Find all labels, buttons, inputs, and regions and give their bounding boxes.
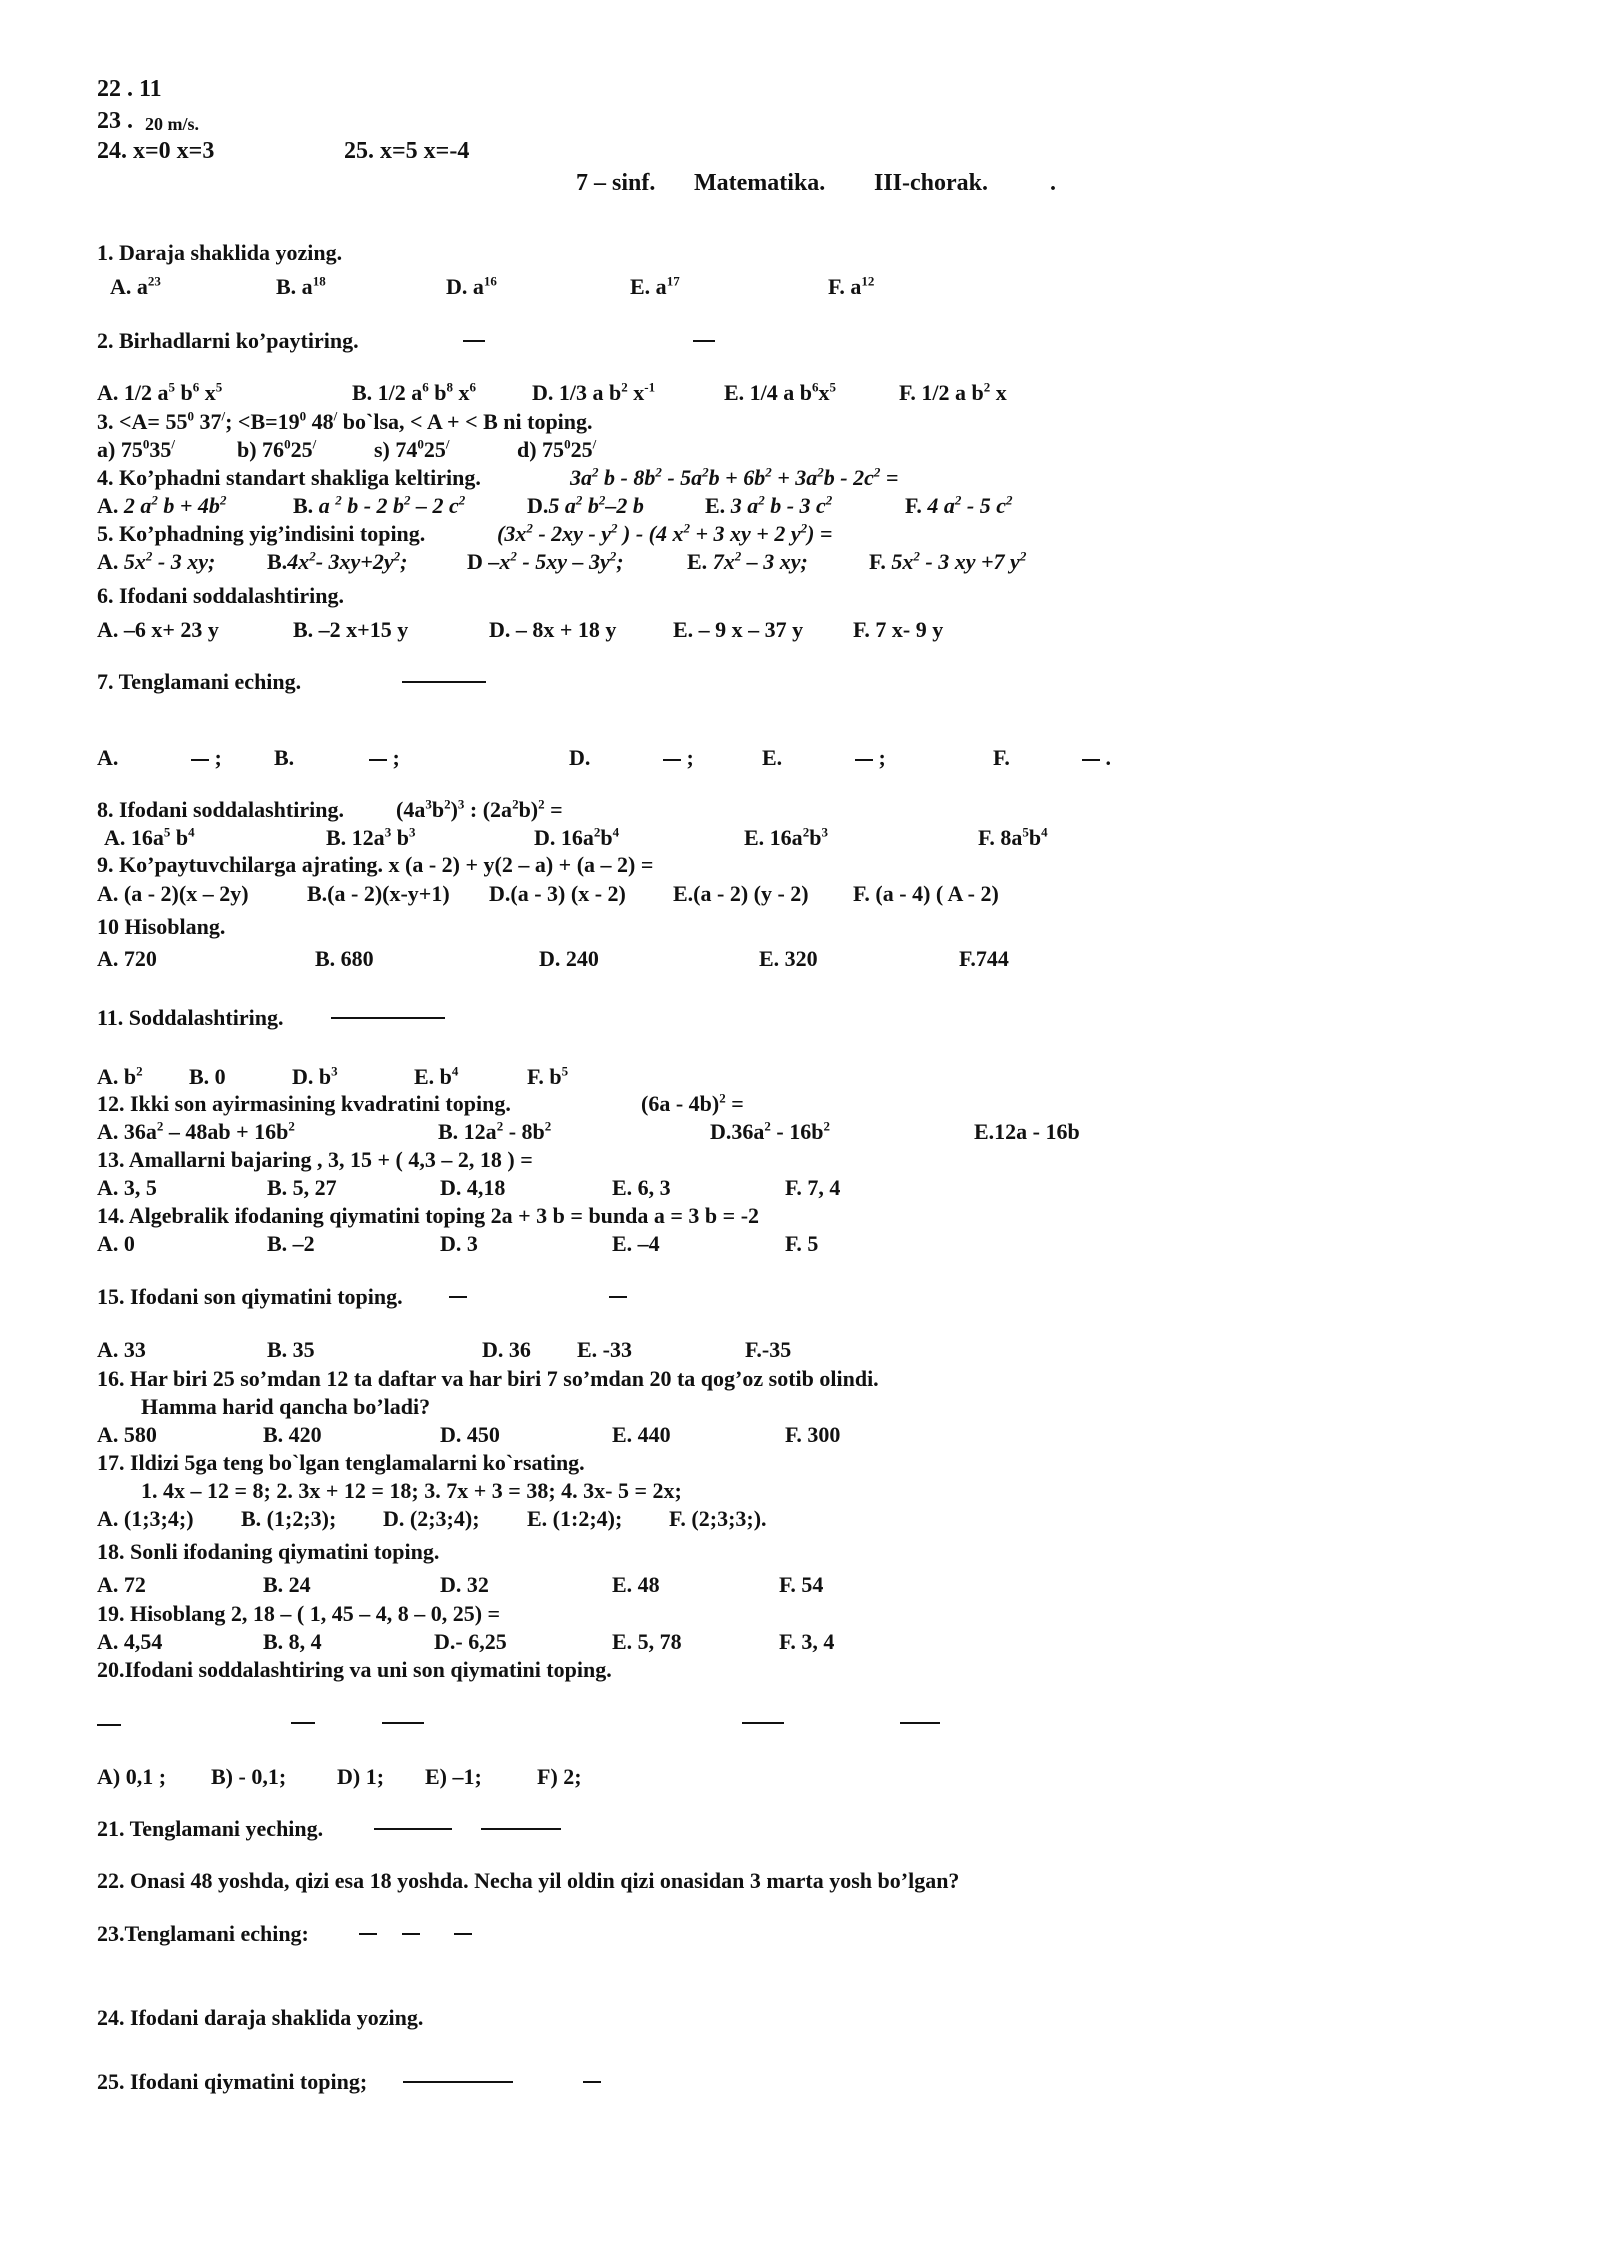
option-e: E. $16a^2b^3$ bbox=[744, 824, 828, 850]
question-19-options bbox=[97, 1629, 835, 1655]
option-a: A) 0,1 ; bbox=[97, 1764, 167, 1789]
question-20-options bbox=[97, 1764, 582, 1790]
question-21: 21. Tenglamani yeching. bbox=[97, 1816, 323, 1842]
option-e: E.(a - 2) (y - 2) bbox=[673, 881, 809, 906]
option-d: D.(a - 3) (x - 2) bbox=[489, 881, 626, 906]
question-18-options bbox=[97, 1572, 824, 1598]
question-5-options bbox=[97, 548, 1027, 575]
question-6: 6. Ifodani soddalashtiring. bbox=[97, 583, 344, 608]
option-a: A. 0 bbox=[97, 1231, 135, 1256]
option-d: D. 3 bbox=[440, 1231, 478, 1256]
option-b: B) - 0,1; bbox=[211, 1764, 287, 1789]
question-12: 12. Ikki son ayirmasining kvadratini toping. (6a - 4b)$^2$ = bbox=[97, 1090, 744, 1116]
option-f: F. 1/2 a $b^2$ x bbox=[899, 379, 1007, 405]
question-3: 3. $<A= 55^0$ 37/; $<B=19^0$ 48/ bo`lsa, < A + < B ni toping. bbox=[97, 408, 593, 434]
option-a: A. $5x^2 - 3$ xy; bbox=[97, 548, 216, 574]
option-f: F. 3, 4 bbox=[779, 1629, 835, 1654]
option-a: A. bbox=[97, 745, 119, 770]
answer-23-value: 20 m/s. bbox=[145, 114, 199, 134]
option-d: D.- 6,25 bbox=[434, 1629, 507, 1654]
option-e-value: ; bbox=[855, 745, 886, 771]
option-a: A. 1/2 $a^5$ $b^6$ $x^5$ bbox=[97, 379, 223, 405]
question-12-options bbox=[97, 1118, 1080, 1145]
fraction-bar bbox=[463, 340, 485, 342]
option-f: F. (a - 4) ( A - 2) bbox=[853, 881, 999, 906]
option-f: F. $8a^5b^4$ bbox=[978, 824, 1048, 850]
fraction-bar bbox=[742, 1722, 784, 1724]
question-9-options bbox=[97, 881, 999, 907]
option-f: F. $5x^2 - 3$ xy +7 $y^2$ bbox=[869, 548, 1027, 574]
question-2-options bbox=[97, 379, 1007, 406]
option-b: B. 35 bbox=[267, 1337, 315, 1362]
question-8-expression: $(4a^3b^2)^3$ : $(2a^2b)^2$ = bbox=[396, 796, 563, 822]
option-d: D.5 $a^2$ $b^2-2$ b bbox=[527, 492, 644, 518]
option-e: E. $a^{17}$ bbox=[630, 273, 680, 299]
question-3-options bbox=[97, 436, 597, 463]
fraction-bar bbox=[454, 1933, 472, 1935]
fraction-bar bbox=[382, 1722, 424, 1724]
fraction-bar bbox=[291, 1722, 315, 1724]
option-d: D $-x^2 - 5xy - 3y^2$; bbox=[467, 548, 624, 574]
fraction-bar bbox=[449, 1296, 467, 1298]
option-b: B. –2 x+15 y bbox=[293, 617, 409, 642]
option-e: E.12a - 16b bbox=[974, 1119, 1080, 1144]
option-b: B. bbox=[274, 745, 295, 770]
question-15-options bbox=[97, 1337, 792, 1363]
option-f: F) 2; bbox=[537, 1764, 582, 1789]
option-f: F. 4 $a^2 - 5$ $c^2$ bbox=[905, 492, 1013, 518]
option-b: B. 1/2 $a^6$ $b^8$ $x^6$ bbox=[352, 379, 477, 405]
question-16-line2: Hamma harid qancha bo’ladi? bbox=[141, 1394, 431, 1419]
page-title bbox=[576, 170, 1056, 196]
question-2: 2. Birhadlarni ko’paytiring. bbox=[97, 328, 359, 354]
question-19: 19. Hisoblang 2, 18 – ( 1, 45 – 4, 8 – 0, 25) = bbox=[97, 1601, 501, 1626]
option-b-value: ; bbox=[369, 745, 400, 771]
option-f-value: . bbox=[1082, 745, 1111, 771]
question-7-options bbox=[97, 745, 1111, 771]
question-16: 16. Har biri 25 so’mdan 12 ta daftar va har biri 7 so’mdan 20 ta qog’oz sotib olindi. bbox=[97, 1366, 879, 1391]
question-13: 13. Amallarni bajaring , 3, 15 + ( 4,3 – 2, 18 ) = bbox=[97, 1147, 533, 1172]
option-a: a) $75^035^/$ bbox=[97, 436, 175, 462]
fraction-bar bbox=[331, 1017, 445, 1019]
answer-22: 22 . 11 bbox=[97, 76, 162, 102]
question-14-options bbox=[97, 1231, 819, 1257]
option-f: F. $a^{12}$ bbox=[828, 273, 875, 299]
question-5-expression: ($3x^2 - 2xy - y^2$ ) - (4 $x^2 + 3$ xy + 2 $y^2$) = bbox=[497, 520, 833, 546]
fraction-bar bbox=[583, 2081, 601, 2083]
option-d: D) 1; bbox=[337, 1764, 385, 1789]
option-a: A. 4,54 bbox=[97, 1629, 163, 1654]
fraction-bar bbox=[359, 1933, 377, 1935]
fraction-bar bbox=[609, 1296, 627, 1298]
option-a: A. –6 x+ 23 y bbox=[97, 617, 219, 642]
option-e: E. bbox=[762, 745, 783, 770]
option-f: F.-35 bbox=[745, 1337, 792, 1362]
question-25: 25. Ifodani qiymatini toping; bbox=[97, 2069, 367, 2095]
question-24: 24. Ifodani daraja shaklida yozing. bbox=[97, 2005, 424, 2030]
option-d: D. 450 bbox=[440, 1422, 500, 1447]
option-a: A. 33 bbox=[97, 1337, 146, 1362]
question-14: 14. Algebralik ifodaning qiymatini toping 2a + 3 b = bunda a = 3 b = -2 bbox=[97, 1203, 760, 1228]
option-b: B. a $^2$ b - 2 $b^2 - 2$ $c^2$ bbox=[293, 492, 466, 518]
option-d: D. 36 bbox=[482, 1337, 531, 1362]
question-15: 15. Ifodani son qiymatini toping. bbox=[97, 1284, 403, 1310]
option-d: D. (2;3;4); bbox=[383, 1506, 480, 1531]
option-d: D. – 8x + 18 y bbox=[489, 617, 617, 642]
option-e: E. 320 bbox=[759, 946, 818, 971]
option-b: $B.4x^2-$ $3xy+2y^2$; bbox=[267, 548, 408, 574]
question-8: 8. Ifodani soddalashtiring. $(4a^3b^2)^3$ : $(2a^2b)^2$ = bbox=[97, 796, 563, 822]
option-a: A. $36a^2 - 48ab + 16b^2$ bbox=[97, 1118, 295, 1144]
option-b: B. $12a^3$ $b^3$ bbox=[326, 824, 416, 850]
option-d: D. $16a^2b^4$ bbox=[534, 824, 620, 850]
question-1-options bbox=[110, 273, 875, 300]
option-a: A. 720 bbox=[97, 946, 157, 971]
question-10: 10 Hisoblang. bbox=[97, 914, 226, 939]
option-a-value: ; bbox=[191, 745, 222, 771]
option-b: B. $12a^2 - 8b^2$ bbox=[438, 1118, 552, 1144]
option-b: B. 5, 27 bbox=[267, 1175, 337, 1200]
question-17-equations: 1. 4x – 12 = 8; 2. 3x + 12 = 18; 3. 7x + 3 = 38; 4. 3x- 5 = 2x; bbox=[141, 1478, 682, 1503]
option-f: F. 54 bbox=[779, 1572, 824, 1597]
option-b: B.(a - 2)(x-y+1) bbox=[307, 881, 450, 906]
option-d: D. $b^3$ bbox=[292, 1063, 338, 1089]
option-a: A. 2 $a^2$ $b + 4b^2$ bbox=[97, 492, 227, 518]
option-e: E. 1/4 a $b^6x^5$ bbox=[724, 379, 837, 405]
option-d: $D.36a^2 - 16b^2$ bbox=[710, 1118, 830, 1144]
quarter-label: III-chorak. bbox=[874, 170, 989, 196]
fraction-bar bbox=[374, 1828, 452, 1830]
option-e: E. $7x^2 - 3$ xy; bbox=[687, 548, 808, 574]
option-e: E) –1; bbox=[425, 1764, 482, 1789]
fraction-bar bbox=[97, 1724, 121, 1726]
header-dot: . bbox=[1050, 170, 1056, 196]
fraction-bar bbox=[481, 1828, 561, 1830]
option-e: E. $b^4$ bbox=[414, 1063, 459, 1089]
question-20-fraction-bars bbox=[97, 1710, 121, 1736]
question-4: 4. Ko’phadni standart shakliga keltiring. $3a^2$ $b - 8b^2 - 5a^2b + 6b^2 + 3a^2b - 2c^2$ = bbox=[97, 464, 899, 490]
option-e: E. 5, 78 bbox=[612, 1629, 682, 1654]
option-e: E. 48 bbox=[612, 1572, 660, 1597]
option-f: F. 5 bbox=[785, 1231, 819, 1256]
option-d: D. $a^{16}$ bbox=[446, 273, 497, 299]
fraction-bar bbox=[402, 681, 486, 683]
option-d: D. 4,18 bbox=[440, 1175, 506, 1200]
option-d: D. bbox=[569, 745, 591, 770]
subject-label: Matematika. bbox=[694, 170, 826, 196]
option-e: E. (1:2;4); bbox=[527, 1506, 623, 1531]
option-b: B. $a^{18}$ bbox=[276, 273, 326, 299]
fraction-bar bbox=[403, 2081, 513, 2083]
option-b: B. 8, 4 bbox=[263, 1629, 322, 1654]
question-5: 5. Ko’phadning yig’indisini toping. ($3x^2 - 2xy - y^2$ ) - (4 $x^2 + 3$ xy + 2 $y^2$) = bbox=[97, 520, 833, 546]
option-a: A. $a^{23}$ bbox=[110, 273, 161, 299]
question-10-options bbox=[97, 946, 1009, 972]
option-a: A. (a - 2)(x – 2y) bbox=[97, 881, 249, 906]
option-a: A. 3, 5 bbox=[97, 1175, 157, 1200]
option-f: F. 300 bbox=[785, 1422, 841, 1447]
question-20: 20.Ifodani soddalashtiring va uni son qiymatini toping. bbox=[97, 1657, 612, 1682]
option-b: b) $76^025^/$ bbox=[237, 436, 317, 462]
option-e: E. -33 bbox=[577, 1337, 632, 1362]
question-12-expression: (6a - 4b)$^2$ = bbox=[641, 1090, 744, 1116]
answer-25: 25. x=5 x=-4 bbox=[344, 138, 470, 164]
answer-23: 23 . 20 m/s. bbox=[97, 108, 133, 134]
option-d: D. 240 bbox=[539, 946, 599, 971]
option-e: E. – 9 x – 37 y bbox=[673, 617, 804, 642]
option-e: E. 440 bbox=[612, 1422, 671, 1447]
option-f: F. bbox=[993, 745, 1010, 770]
option-d: D. 1/3 a $b^2$ $x^{-1}$ bbox=[532, 379, 656, 405]
question-17: 17. Ildizi 5ga teng bo`lgan tenglamalarni ko`rsating. bbox=[97, 1450, 585, 1475]
grade-label: 7 – sinf. bbox=[576, 170, 656, 196]
question-4-expression: $3a^2$ $b - 8b^2 - 5a^2b + 6b^2 + 3a^2b - 2c^2$ = bbox=[570, 464, 899, 490]
option-f: F. $b^5$ bbox=[527, 1063, 569, 1089]
option-e: E. –4 bbox=[612, 1231, 660, 1256]
question-4-options bbox=[97, 492, 1013, 519]
question-22: 22. Onasi 48 yoshda, qizi esa 18 yoshda. Necha yil oldin qizi onasidan 3 marta yosh bo’lgan? bbox=[97, 1868, 960, 1893]
question-16-options bbox=[97, 1422, 841, 1448]
option-a: A. 580 bbox=[97, 1422, 157, 1447]
option-d: d) $75^025^/$ bbox=[517, 436, 597, 462]
option-b: B. 420 bbox=[263, 1422, 322, 1447]
option-a: A. $b^2$ bbox=[97, 1063, 143, 1089]
option-b: B. 0 bbox=[189, 1064, 226, 1089]
question-13-options bbox=[97, 1175, 841, 1201]
question-6-options bbox=[97, 617, 944, 643]
option-a: A. (1;3;4;) bbox=[97, 1506, 194, 1531]
question-7: 7. Tenglamani eching. bbox=[97, 669, 301, 695]
question-9: 9. Ko’paytuvchilarga ajrating. x (a - 2) + y(2 – a) + (a – 2) = bbox=[97, 852, 654, 877]
question-18: 18. Sonli ifodaning qiymatini toping. bbox=[97, 1539, 440, 1564]
option-b: B. –2 bbox=[267, 1231, 315, 1256]
option-a: A. $16a^5$ $b^4$ bbox=[104, 824, 195, 850]
option-f: F.744 bbox=[959, 946, 1009, 971]
option-e: E. 6, 3 bbox=[612, 1175, 671, 1200]
question-23: 23.Tenglamani eching: bbox=[97, 1921, 309, 1947]
option-b: B. (1;2;3); bbox=[241, 1506, 337, 1531]
option-f: F. 7 x- 9 y bbox=[853, 617, 944, 642]
option-s: s) $74^025^/$ bbox=[374, 436, 450, 462]
question-8-options bbox=[104, 824, 1048, 851]
fraction-bar bbox=[900, 1722, 940, 1724]
question-11: 11. Soddalashtiring. bbox=[97, 1005, 283, 1031]
fraction-bar bbox=[693, 340, 715, 342]
question-11-options bbox=[97, 1063, 569, 1090]
option-d: D. 32 bbox=[440, 1572, 489, 1597]
question-1: 1. Daraja shaklida yozing. bbox=[97, 240, 343, 265]
option-a: A. 72 bbox=[97, 1572, 146, 1597]
option-e: E. 3 $a^2$ b - 3 $c^2$ bbox=[705, 492, 833, 518]
option-b: B. 24 bbox=[263, 1572, 311, 1597]
option-f: F. 7, 4 bbox=[785, 1175, 841, 1200]
option-d-value: ; bbox=[663, 745, 694, 771]
answer-24: 24. x=0 x=3 25. x=5 x=-4 bbox=[97, 138, 470, 164]
option-b: B. 680 bbox=[315, 946, 374, 971]
fraction-bar bbox=[402, 1933, 420, 1935]
option-f: F. (2;3;3;). bbox=[669, 1506, 767, 1531]
question-17-options bbox=[97, 1506, 767, 1532]
